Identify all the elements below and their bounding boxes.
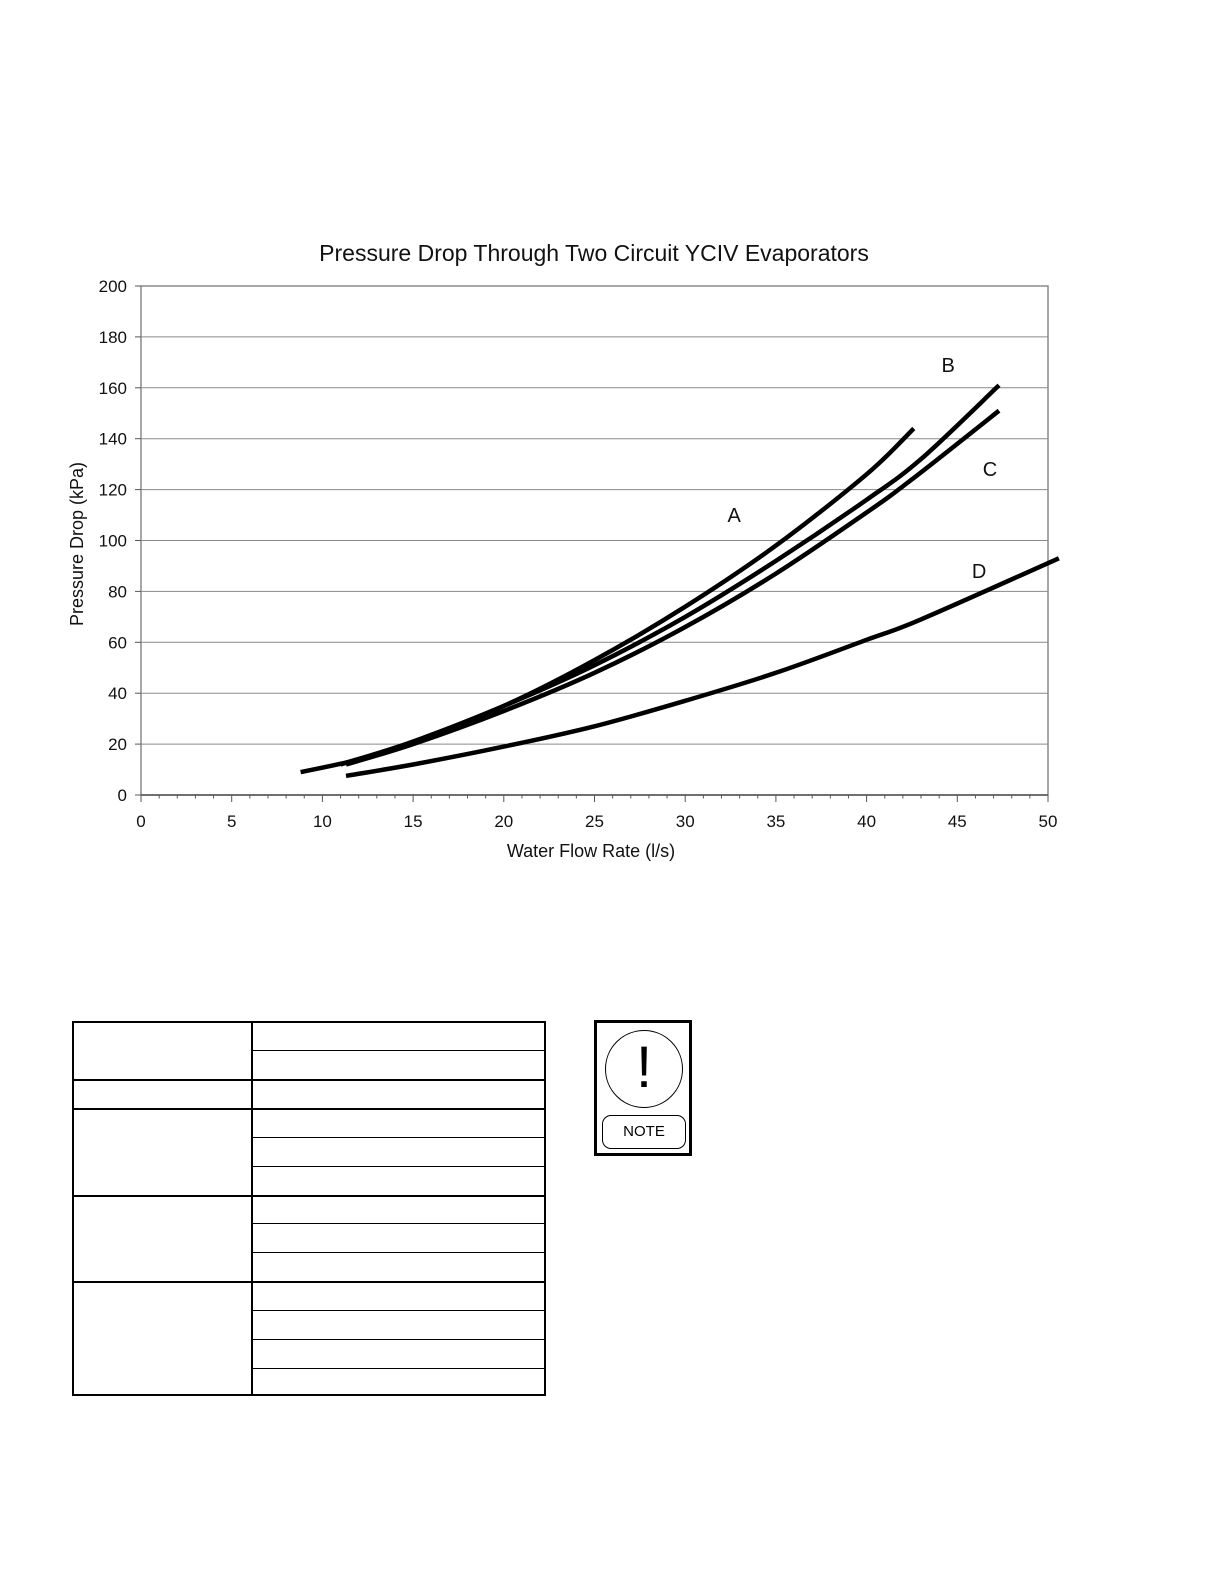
x-tick-label: 30 [675,812,695,831]
table-row-line [251,1050,544,1051]
y-tick-label: 60 [108,633,127,653]
note-callout [594,1020,692,1156]
table-group-line [74,1108,544,1110]
table-group-line [74,1079,544,1081]
exclamation-icon [605,1030,683,1108]
table-row-line [251,1252,544,1253]
gridlines [141,337,1048,744]
x-tick-label: 20 [494,812,514,831]
table-group-line [74,1195,544,1197]
series-label-a: A [727,505,741,528]
x-tick-label: 40 [857,812,877,831]
x-tick-label: 25 [585,812,604,831]
x-tick-label: 45 [947,812,967,831]
series-line-c [346,411,999,765]
y-tick-label: 160 [98,378,127,398]
chart-title: Pressure Drop Through Two Circuit YCIV Evaporators [319,240,869,266]
table-row-line [251,1368,544,1369]
y-tick-label: 80 [108,582,127,602]
axes [99,277,1058,831]
x-axis-title: Water Flow Rate (l/s) [506,841,676,861]
y-tick-label: 0 [117,786,127,805]
table-row-line [251,1310,544,1311]
note-label: NOTE [602,1115,686,1149]
exclamation-mark: ! [635,1035,653,1100]
y-tick-label: 200 [98,277,127,296]
x-tick-label: 35 [766,812,786,831]
table-row-line [251,1166,544,1167]
table-group-line [74,1281,544,1283]
series-label-c: C [982,459,998,482]
x-tick-label: 15 [403,812,423,831]
series-label-b: B [941,354,955,377]
data-series [301,355,1059,776]
x-tick-label: 0 [136,812,146,831]
y-tick-label: 20 [108,735,127,755]
x-tick-label: 5 [226,812,237,831]
spec-table [72,1021,546,1396]
series-line-a [301,429,914,773]
series-label-d: D [971,561,987,584]
y-tick-label: 120 [98,480,127,500]
table-row-line [251,1223,544,1224]
table-row-line [251,1137,544,1138]
y-tick-label: 100 [98,531,127,551]
y-tick-label: 40 [108,684,127,704]
x-tick-label: 10 [312,812,332,831]
y-tick-label: 180 [98,327,127,347]
y-axis-title: Pressure Drop (kPa) [67,461,87,627]
y-tick-label: 140 [98,429,127,449]
x-tick-label: 50 [1038,812,1058,831]
table-row-line [251,1339,544,1340]
